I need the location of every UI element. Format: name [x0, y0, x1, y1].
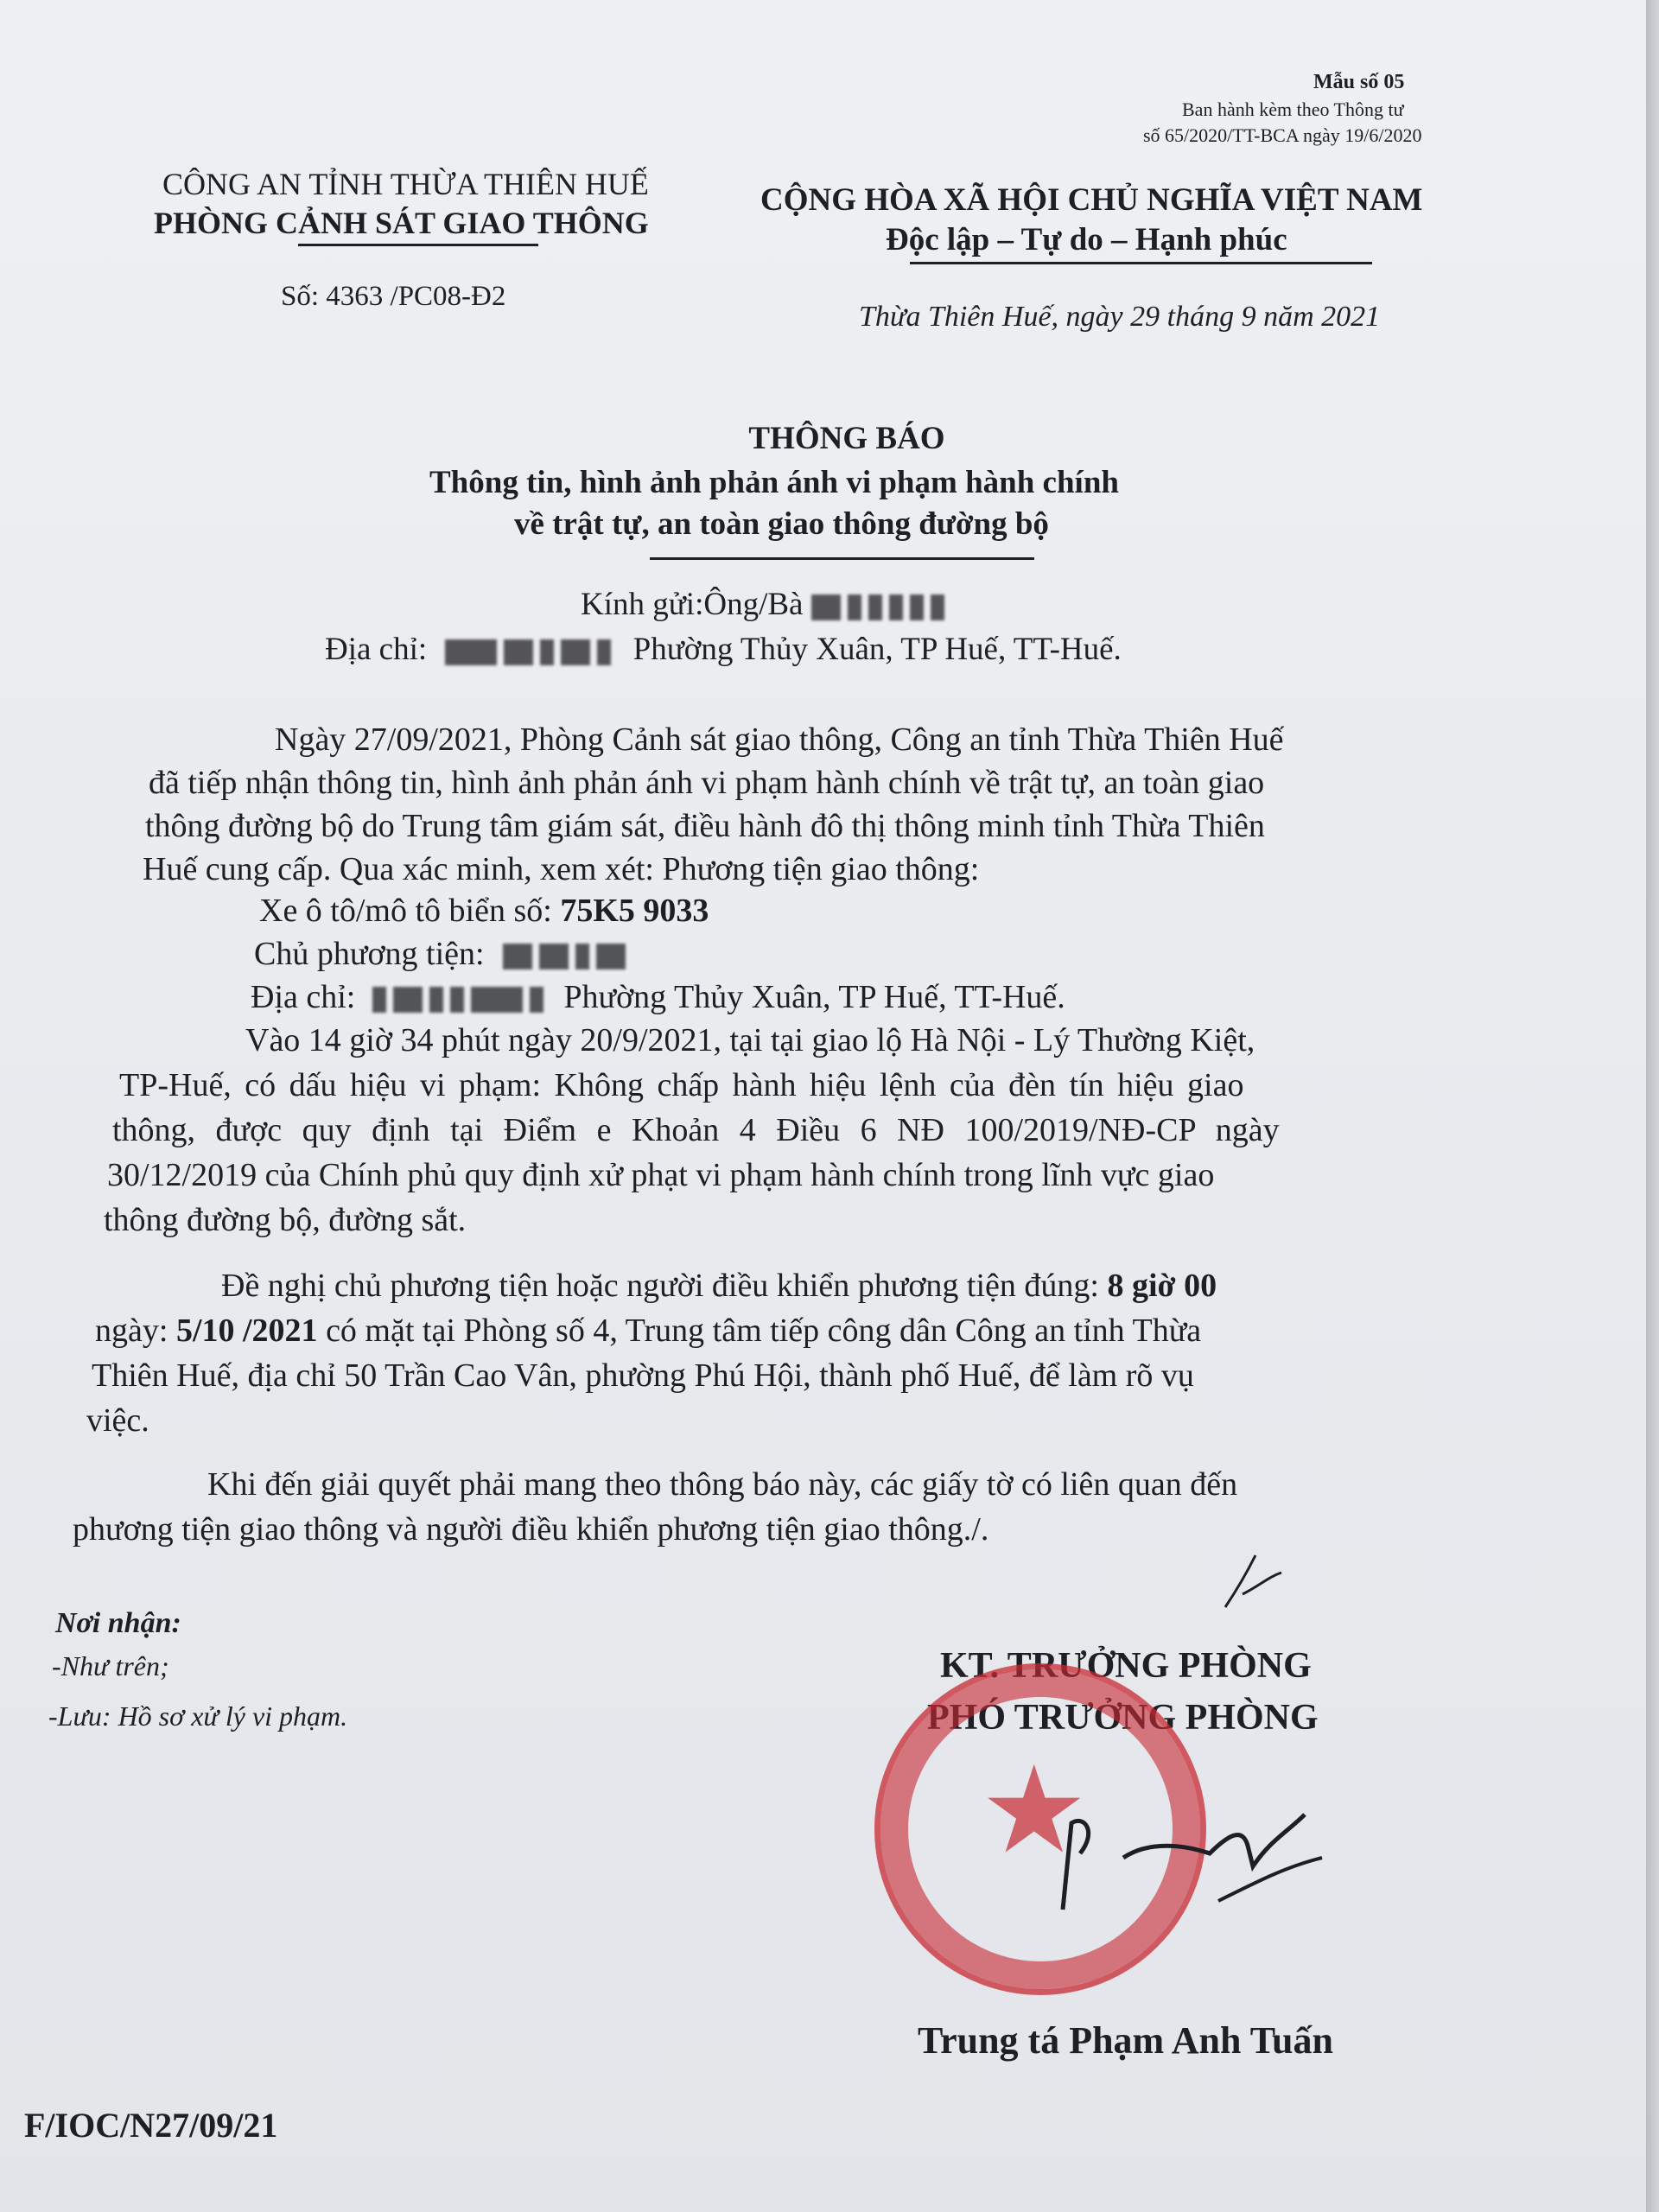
receiver-item-2: -Lưu: Hồ sơ xử lý vi phạm. [48, 1700, 348, 1732]
signer-role-1: KT. TRƯỞNG PHÒNG [940, 1646, 1312, 1686]
p3-line-4: việc. [86, 1402, 149, 1439]
form-issued-line2: số 65/2020/TT-BCA ngày 19/6/2020 [1143, 124, 1422, 146]
recipient-greeting: Kính gửi:Ông/Bà [581, 587, 804, 622]
p2-line-1: Vào 14 giờ 34 phút ngày 20/9/2021, tại tại giao lộ Hà Nội - Lý Thường Kiệt, [245, 1022, 1255, 1058]
p2-line-5: thông đường bộ, đường sắt. [104, 1202, 467, 1238]
redacted-owner [503, 936, 632, 972]
p1-line-4: Huế cung cấp. Qua xác minh, xem xét: Phương tiện giao thông: [143, 851, 980, 887]
initials-mark [1217, 1547, 1294, 1616]
recipient-address-line [325, 631, 1122, 668]
form-issued-line1: Ban hành kèm theo Thông tư [1182, 99, 1404, 120]
notice-subtitle-2: về trật tự, an toàn giao thông đường bộ [514, 506, 1049, 542]
recipient-address-label: Địa chỉ: [325, 632, 428, 667]
p3-line-1-text: Đề nghị chủ phương tiện hoặc người điều khiển phương tiện đúng: [221, 1268, 1108, 1304]
title-underline [650, 557, 1034, 560]
recipient-address-tail: Phường Thủy Xuân, TP Huế, TT-Huế. [632, 632, 1122, 667]
appointment-time: 8 giờ 00 [1107, 1268, 1217, 1304]
recipient-line [581, 586, 951, 623]
page-edge-shadow [1646, 0, 1659, 2212]
document-number: Số: 4363 /PC08-Đ2 [281, 281, 506, 312]
plate-line [259, 892, 709, 930]
p3-line-1 [221, 1267, 1217, 1305]
issue-date: Thừa Thiên Huế, ngày 29 tháng 9 năm 2021 [859, 301, 1381, 333]
p1-line-3: thông đường bộ do Trung tâm giám sát, điều hành đô thị thông minh tỉnh Thừa Thiên [145, 808, 1265, 844]
department-name: PHÒNG CẢNH SÁT GIAO THÔNG [154, 206, 649, 240]
national-motto: Độc lập – Tự do – Hạnh phúc [886, 222, 1287, 257]
footer-code: F/IOC/N27/09/21 [24, 2106, 278, 2145]
owner-label: Chủ phương tiện: [254, 936, 485, 972]
p2-line-4: 30/12/2019 của Chính phủ quy định xử phạt vi phạm hành chính trong lĩnh vực giao [107, 1157, 1215, 1193]
p3-line-2-prefix: ngày: [95, 1313, 176, 1349]
p1-line-2: đã tiếp nhận thông tin, hình ảnh phản ánh vi phạm hành chính về trật tự, an toàn giao [149, 765, 1265, 801]
p3-line-2-text: có mặt tại Phòng số 4, Trung tâm tiếp công dân Công an tỉnh Thừa [317, 1313, 1202, 1349]
signer-name: Trung tá Phạm Anh Tuấn [918, 2019, 1333, 2062]
plate-value: 75K5 9033 [560, 893, 709, 929]
motto-underline [910, 262, 1372, 264]
p3-line-2 [95, 1312, 1201, 1350]
p3-line-3: Thiên Huế, địa chỉ 50 Trần Cao Vân, phường Phú Hội, thành phố Huế, để làm rõ vụ [92, 1357, 1194, 1394]
signer-role-2: PHÓ TRƯỞNG PHÒNG [927, 1698, 1319, 1738]
owner-line [254, 935, 632, 973]
agency-name: CÔNG AN TỈNH THỪA THIÊN HUẾ [162, 167, 649, 201]
notice-title: THÔNG BÁO [748, 421, 945, 456]
form-number: Mẫu số 05 [1313, 71, 1405, 93]
owner-address-tail: Phường Thủy Xuân, TP Huế, TT-Huế. [563, 979, 1065, 1015]
p4-line-2: phương tiện giao thông và người điều khiển phương tiện giao thông./. [73, 1511, 989, 1548]
plate-label: Xe ô tô/mô tô biển số: [259, 893, 561, 929]
country-name: CỘNG HÒA XÃ HỘI CHỦ NGHĨA VIỆT NAM [760, 182, 1423, 218]
p1-line-1: Ngày 27/09/2021, Phòng Cảnh sát giao thông, Công an tỉnh Thừa Thiên Huế [275, 721, 1284, 758]
appointment-date: 5/10 /2021 [175, 1313, 318, 1349]
handwritten-signature [1046, 1806, 1339, 1936]
p2-line-2: TP-Huế, có dấu hiệu vi phạm: Không chấp hành hiệu lệnh của đèn tín hiệu giao [119, 1067, 1244, 1103]
owner-address-label: Địa chỉ: [251, 979, 356, 1015]
redacted-address [445, 632, 618, 667]
p2-line-3: thông, được quy định tại Điểm e Khoản 4 Điều 6 NĐ 100/2019/NĐ-CP ngày [112, 1112, 1280, 1148]
department-underline [298, 244, 538, 246]
notice-subtitle-1: Thông tin, hình ảnh phản ánh vi phạm hành chính [429, 465, 1119, 500]
seal-star-icon: ★ [980, 1745, 1089, 1878]
receiver-item-1: -Như trên; [52, 1650, 169, 1681]
p4-line-1: Khi đến giải quyết phải mang theo thông báo này, các giấy tờ có liên quan đến [207, 1466, 1238, 1503]
owner-address-line [251, 978, 1065, 1016]
receivers-title: Nơi nhận: [55, 1607, 181, 1639]
redacted-name [811, 587, 951, 622]
redacted-owner-address [372, 979, 550, 1015]
